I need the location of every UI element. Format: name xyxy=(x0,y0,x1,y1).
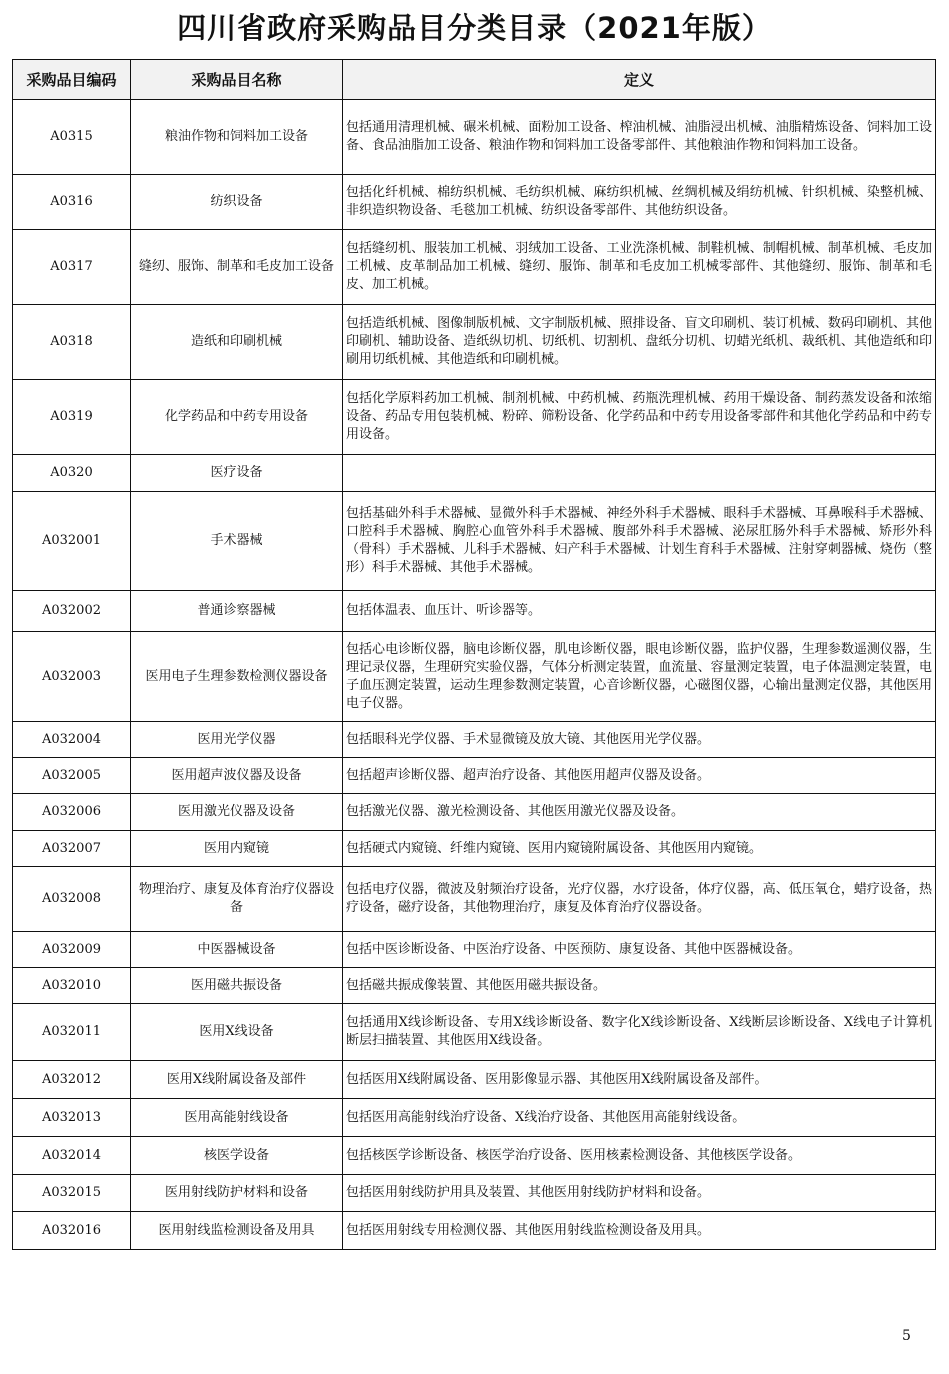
table-row xyxy=(13,867,936,932)
row-definition: 包括超声诊断仪器、超声治疗设备、其他医用超声仪器及设备。 xyxy=(343,758,936,794)
row-definition: 包括医用射线专用检测仪器、其他医用射线监检测设备及用具。 xyxy=(343,1212,936,1250)
row-definition: 包括磁共振成像装置、其他医用磁共振设备。 xyxy=(343,968,936,1004)
header-code: 采购品目编码 xyxy=(13,60,131,100)
table-row xyxy=(13,230,936,305)
row-definition: 包括医用射线防护用具及装置、其他医用射线防护材料和设备。 xyxy=(343,1175,936,1212)
row-code: A032002 xyxy=(13,591,131,632)
row-code: A032003 xyxy=(13,632,131,722)
table-row xyxy=(13,380,936,455)
table-row xyxy=(13,794,936,831)
table-row xyxy=(13,831,936,867)
row-name: 医用电子生理参数检测仪器设备 xyxy=(131,632,343,722)
row-name: 医用高能射线设备 xyxy=(131,1099,343,1137)
header-definition: 定义 xyxy=(343,60,936,100)
row-name: 医用射线防护材料和设备 xyxy=(131,1175,343,1212)
table-row xyxy=(13,932,936,968)
row-code: A032014 xyxy=(13,1137,131,1175)
row-definition: 包括心电诊断仪器，脑电诊断仪器，肌电诊断仪器，眼电诊断仪器，监护仪器，生理参数遥测仪器，生理记录仪器，生理研究实验仪器，气体分析测定装置，血流量、容量测定装置，电子体温测定装置，电子血压测定装置，运动生理参数测定装置，心音诊断仪器，心磁图仪器，心输出量测定仪器，其他医用电子仪器。 xyxy=(343,632,936,722)
row-code: A0316 xyxy=(13,175,131,230)
table-row xyxy=(13,968,936,1004)
row-code: A032005 xyxy=(13,758,131,794)
row-code: A032004 xyxy=(13,722,131,758)
row-name: 医用磁共振设备 xyxy=(131,968,343,1004)
header-name: 采购品目名称 xyxy=(131,60,343,100)
row-definition: 包括眼科光学仪器、手术显微镜及放大镜、其他医用光学仪器。 xyxy=(343,722,936,758)
row-name: 医疗设备 xyxy=(131,455,343,492)
table-row xyxy=(13,492,936,591)
row-definition: 包括化学原料药加工机械、制剂机械、中药机械、药瓶洗理机械、药用干燥设备、制药蒸发设备和浓缩设备、药品专用包装机械、粉碎、筛粉设备、化学药品和中药专用设备零部件和其他化学药品和中药专用设备。 xyxy=(343,380,936,455)
table-row xyxy=(13,1061,936,1099)
row-code: A0320 xyxy=(13,455,131,492)
row-code: A032006 xyxy=(13,794,131,831)
table-row xyxy=(13,1099,936,1137)
row-code: A032015 xyxy=(13,1175,131,1212)
row-name: 物理治疗、康复及体育治疗仪器设备 xyxy=(131,867,343,932)
table-row xyxy=(13,1137,936,1175)
table-row xyxy=(13,722,936,758)
row-definition: 包括化纤机械、棉纺织机械、毛纺织机械、麻纺织机械、丝绸机械及绢纺机械、针织机械、染整机械、非织造织物设备、毛毯加工机械、纺织设备零部件、其他纺织设备。 xyxy=(343,175,936,230)
row-code: A032013 xyxy=(13,1099,131,1137)
row-definition: 包括中医诊断设备、中医治疗设备、中医预防、康复设备、其他中医器械设备。 xyxy=(343,932,936,968)
row-code: A0319 xyxy=(13,380,131,455)
table-row xyxy=(13,1004,936,1061)
row-definition: 包括电疗仪器，微波及射频治疗设备，光疗仪器，水疗设备，体疗仪器，高、低压氧仓，蜡疗设备，热疗设备，磁疗设备，其他物理治疗，康复及体育治疗仪器设备。 xyxy=(343,867,936,932)
table-row xyxy=(13,175,936,230)
row-name: 化学药品和中药专用设备 xyxy=(131,380,343,455)
row-definition: 包括通用清理机械、碾米机械、面粉加工设备、榨油机械、油脂浸出机械、油脂精炼设备、饲料加工设备、食品油脂加工设备、粮油作物和饲料加工设备零部件、其他粮油作物和饲料加工设备。 xyxy=(343,100,936,175)
row-definition: 包括通用X线诊断设备、专用X线诊断设备、数字化X线诊断设备、X线断层诊断设备、X线电子计算机断层扫描装置、其他医用X线设备。 xyxy=(343,1004,936,1061)
row-definition: 包括基础外科手术器械、显微外科手术器械、神经外科手术器械、眼科手术器械、耳鼻喉科手术器械、口腔科手术器械、胸腔心血管外科手术器械、腹部外科手术器械、泌尿肛肠外科手术器械、矫形外科（骨科）手术器械、儿科手术器械、妇产科手术器械、计划生育科手术器械、注射穿刺器械、烧伤（整形）科手术器械、其他手术器械。 xyxy=(343,492,936,591)
row-name: 造纸和印刷机械 xyxy=(131,305,343,380)
row-code: A032001 xyxy=(13,492,131,591)
table-row xyxy=(13,1175,936,1212)
row-definition: 包括体温表、血压计、听诊器等。 xyxy=(343,591,936,632)
row-definition: 包括医用X线附属设备、医用影像显示器、其他医用X线附属设备及部件。 xyxy=(343,1061,936,1099)
table-header-row xyxy=(13,60,936,100)
row-name: 粮油作物和饲料加工设备 xyxy=(131,100,343,175)
row-name: 中医器械设备 xyxy=(131,932,343,968)
row-definition: 包括造纸机械、图像制版机械、文字制版机械、照排设备、盲文印刷机、装订机械、数码印刷机、其他印刷机、辅助设备、造纸纵切机、切纸机、切割机、盘纸分切机、切蜡光纸机、裁纸机、其他造纸和印刷用切纸机械、其他造纸和印刷机械。 xyxy=(343,305,936,380)
table-row xyxy=(13,100,936,175)
row-definition: 包括医用高能射线治疗设备、X线治疗设备、其他医用高能射线设备。 xyxy=(343,1099,936,1137)
catalog-table xyxy=(12,59,936,1250)
page-title: 四川省政府采购品目分类目录（2021年版） xyxy=(177,11,772,45)
row-definition: 包括硬式内窥镜、纤维内窥镜、医用内窥镜附属设备、其他医用内窥镜。 xyxy=(343,831,936,867)
row-name: 医用光学仪器 xyxy=(131,722,343,758)
table-row xyxy=(13,632,936,722)
row-name: 医用激光仪器及设备 xyxy=(131,794,343,831)
row-name: 纺织设备 xyxy=(131,175,343,230)
row-name: 手术器械 xyxy=(131,492,343,591)
row-name: 医用X线设备 xyxy=(131,1004,343,1061)
row-code: A0318 xyxy=(13,305,131,380)
row-name: 缝纫、服饰、制革和毛皮加工设备 xyxy=(131,230,343,305)
row-code: A032016 xyxy=(13,1212,131,1250)
row-name: 核医学设备 xyxy=(131,1137,343,1175)
row-name: 医用超声波仪器及设备 xyxy=(131,758,343,794)
row-definition: 包括核医学诊断设备、核医学治疗设备、医用核素检测设备、其他核医学设备。 xyxy=(343,1137,936,1175)
row-code: A032008 xyxy=(13,867,131,932)
row-name: 医用内窥镜 xyxy=(131,831,343,867)
row-definition: 包括激光仪器、激光检测设备、其他医用激光仪器及设备。 xyxy=(343,794,936,831)
table-row xyxy=(13,305,936,380)
row-code: A032012 xyxy=(13,1061,131,1099)
row-definition xyxy=(343,455,936,492)
row-code: A032009 xyxy=(13,932,131,968)
row-name: 医用X线附属设备及部件 xyxy=(131,1061,343,1099)
row-code: A032010 xyxy=(13,968,131,1004)
page-number: 5 xyxy=(902,1328,911,1344)
table-row xyxy=(13,758,936,794)
row-code: A0315 xyxy=(13,100,131,175)
row-name: 普通诊察器械 xyxy=(131,591,343,632)
row-name: 医用射线监检测设备及用具 xyxy=(131,1212,343,1250)
table-row xyxy=(13,455,936,492)
row-code: A032011 xyxy=(13,1004,131,1061)
table-row xyxy=(13,591,936,632)
table-row xyxy=(13,1212,936,1250)
row-code: A032007 xyxy=(13,831,131,867)
row-code: A0317 xyxy=(13,230,131,305)
row-definition: 包括缝纫机、服装加工机械、羽绒加工设备、工业洗涤机械、制鞋机械、制帽机械、制革机械、毛皮加工机械、皮革制品加工机械、缝纫、服饰、制革和毛皮加工机械零部件、其他缝纫、服饰、制革和毛皮、加工机械。 xyxy=(343,230,936,305)
